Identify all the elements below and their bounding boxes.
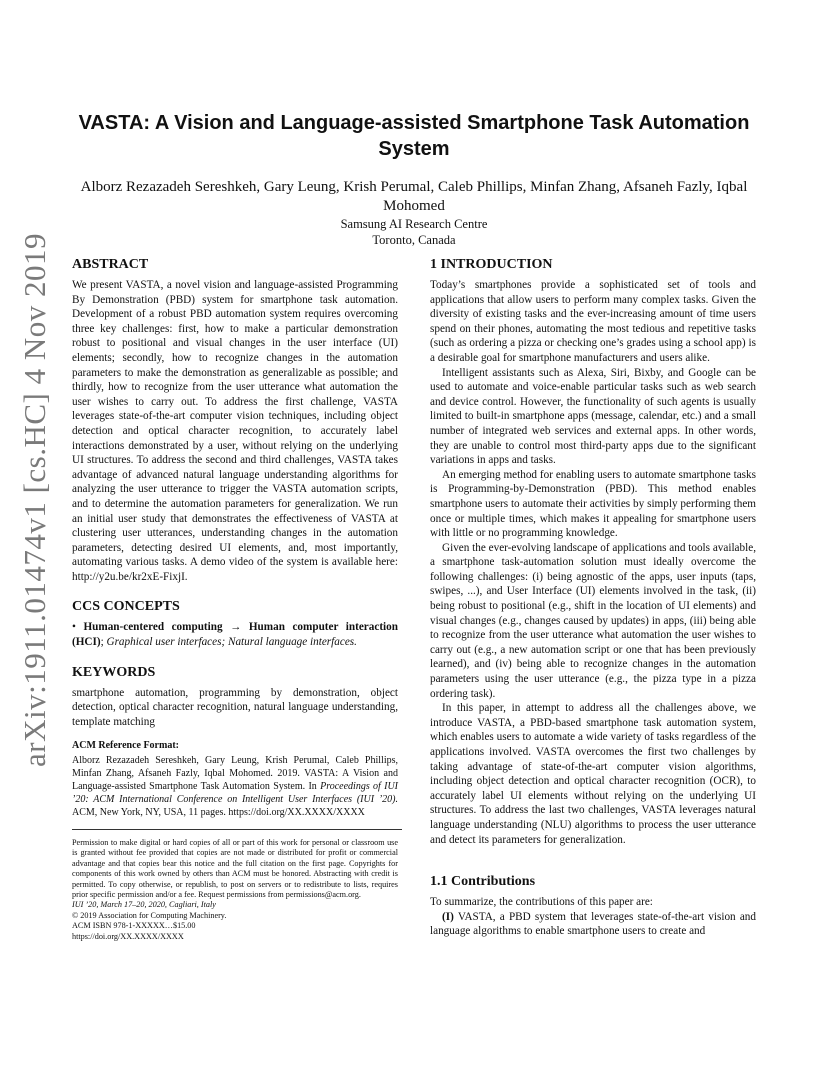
- ccs-section: [72, 598, 398, 649]
- intro-paragraph: An emerging method for enabling users to automate smartphone tasks is Programming-by-Demonstration (PBD). This method enables smartphone users to automate their activities by simply performing them once or multiple times, which makes it appealing for smartphone users with little or no programming knowledge.: [430, 468, 756, 540]
- ccs-heading: CCS CONCEPTS: [72, 599, 180, 615]
- ccs-arrow: →: [230, 621, 242, 634]
- acm-reference-heading: ACM Reference Format:: [72, 740, 179, 752]
- abstract-text: We present VASTA, a novel vision and language-assisted Programming By Demonstration (PBD) system for smartphone task automation. Development of a robust PBD automation system requires overcoming three key challenges: first, how to make a particular demonstration robust to positional and visual changes in the user interface (UI) elements; secondly, how to recognize changes in the automation parameters to make the demonstration as generalizable as possible; and thirdly, how to recognize from the user utterance what automation the user wishes to carry out. To address the first challenge, VASTA leverages state-of-the-art computer vision techniques, including object detection and optical character recognition, to accurately label interactions demonstrated by a user, without relying on the underlying UI structures. To address the second and third challenges, VASTA takes advantage of advanced natural language understanding algorithms for analyzing the user utterance to trigger the VASTA automation scripts, and to determine the automation parameters for generalization. We run an initial user study that demonstrates the effectiveness of VASTA at clustering user utterances, understanding changes in the automation parameters, detecting desired UI elements, and, most importantly, automating various tasks. A demo video of the system is available here: http://y2u.be/kr2xE-FixjI.: [72, 279, 398, 583]
- ccs-bullet: •: [72, 621, 76, 634]
- affiliation: Samsung AI Research Centre: [340, 217, 488, 231]
- keywords-section: [72, 664, 398, 730]
- intro-paragraph: Given the ever-evolving landscape of applications and tools available, a smartphone task-automation solution must ideally overcome the following challenges: (i) being agnostic of the apps, user inputs (taps, swipes, ...), and User Interface (UI) elements involved in the task, (ii) being robust to positional (e.g., shift in the location of UI elements) and visual changes (e.g., changes caused by updates) in apps, (iii) being able to recognize from the user utterance what automation the user wishes to carry out (e.g., a new automation script or one that has been previously learned), and (iv) being able to recognize changes in the automation parameters using the user utterance (e.g., the pizza type in a pizza ordering task).: [430, 541, 756, 700]
- author-list: Alborz Rezazadeh Sereshkeh, Gary Leung, Krish Perumal, Caleb Phillips, Minfan Zhang, Afsaneh Fazly, Iqbal Mohomed: [80, 179, 748, 214]
- intro-paragraph: Intelligent assistants such as Alexa, Siri, Bixby, and Google can be used to automate and voice-enable particular tasks such as web search and device control. However, the functionality of such agents is usually limited to built-in smartphone apps (message, calendar, etc.) and a small number of integrated web services and external apps. In other words, they are unable to control most third-party apps due to the significant variations in apps and tasks.: [430, 366, 756, 467]
- intro-paragraph: In this paper, in attempt to address all the challenges above, we introduce VASTA, a PBD-based smartphone task automation system, which enables users to automate a wide variety of tasks regardless of the applications involved. VASTA overcomes the first two challenges by taking advantage of state-of-the-art computer vision algorithms, including object detection and optical character recognition (OCR), to accurately label UI elements without relying on the underlying UI structures. To address the last two challenges, VASTA leverages natural language understanding (NLU) algorithms to process the user utterance and detect its parameters for generalization.: [430, 702, 756, 846]
- conference-info: IUI ’20, March 17–20, 2020, Cagliari, Italy: [72, 900, 216, 910]
- paper-title: VASTA: A Vision and Language-assisted Smartphone Task Automation System: [78, 112, 750, 160]
- contributions-heading: 1.1 Contributions: [430, 874, 536, 890]
- ccs-concept-2: Human computer interaction (HCI): [72, 621, 398, 649]
- title-block: [72, 110, 756, 248]
- ccs-separator: ;: [100, 636, 104, 649]
- intro-paragraph: Today’s smartphones provide a sophisticated set of tools and applications that allow users to perform many complex tasks. Given the diversity of existing tasks and the ever-increasing amount of time users spend on their phones, automating the most tedious and repetitive tasks (such as ordering a pizza or checking one’s grades using a school app) is a desirable goal for smartphone manufacturers and users alike.: [430, 279, 756, 364]
- footnote-divider: [72, 829, 402, 830]
- introduction-section: [430, 256, 756, 847]
- arxiv-identifier: [12, 233, 58, 767]
- arxiv-identifier-text: arXiv:1911.01474v1 [cs.HC] 4 Nov 2019: [17, 233, 52, 767]
- left-column: [72, 256, 398, 942]
- acm-reference: [72, 739, 398, 819]
- contributions-intro: To summarize, the contributions of this paper are:: [430, 896, 653, 909]
- isbn-line: ACM ISBN 978-1-XXXXX…$15.00: [72, 921, 196, 931]
- ccs-subconcepts: Graphical user interfaces; Natural language interfaces.: [106, 636, 357, 649]
- contribution-item-label: (I): [442, 910, 454, 923]
- contribution-item-text: VASTA, a PBD system that leverages state-of-the-art vision and language algorithms to enable smartphone users to create and: [430, 910, 756, 938]
- abstract-heading: ABSTRACT: [72, 257, 149, 272]
- acm-reference-citation: Alborz Rezazadeh Sereshkeh, Gary Leung, Krish Perumal, Caleb Phillips, Minfan Zhang, Afsaneh Fazly, Iqbal Mohomed. 2019. VASTA: A Vision and Language-assisted Smartphone Task Automation System. In: [72, 755, 398, 793]
- location: Toronto, Canada: [372, 233, 456, 247]
- acm-reference-venue: Proceedings of IUI ’20: ACM International Conference on Intelligent User Interfaces (IUI ’20).: [72, 781, 399, 806]
- acm-reference-publisher: ACM, New York, NY, USA, 11 pages. https://doi.org/XX.XXXX/XXXX: [72, 807, 365, 819]
- keywords-heading: KEYWORDS: [72, 664, 156, 680]
- permission-text: Permission to make digital or hard copies of all or part of this work for personal or classroom use is granted without fee provided that copies are not made or distributed for profit or commercial advantage and that copies bear this notice and the full citation on the first page. Copyrights for components of this work owned by others than ACM must be honored. Abstracting with credit is permitted. To copy otherwise, or republish, to post on servers or to redistribute to lists, requires prior specific permission and/or a fee. Request permissions from permissions@acm.org.: [72, 838, 398, 900]
- abstract-section: [72, 256, 398, 584]
- permission-block: [72, 838, 398, 942]
- introduction-heading: 1 INTRODUCTION: [430, 257, 553, 272]
- ccs-text: [72, 620, 398, 649]
- keywords-text: smartphone automation, programming by demonstration, object detection, optical character recognition, natural language understanding, template matching: [72, 686, 398, 728]
- copyright-line: © 2019 Association for Computing Machinery.: [72, 910, 227, 920]
- contribution-item: [430, 910, 756, 939]
- right-column: [430, 256, 756, 939]
- ccs-concept-1: Human-centered computing: [83, 621, 223, 634]
- contributions-section: [430, 873, 756, 939]
- doi-line: https://doi.org/XX.XXXX/XXXX: [72, 931, 184, 941]
- acm-reference-text: [72, 754, 398, 819]
